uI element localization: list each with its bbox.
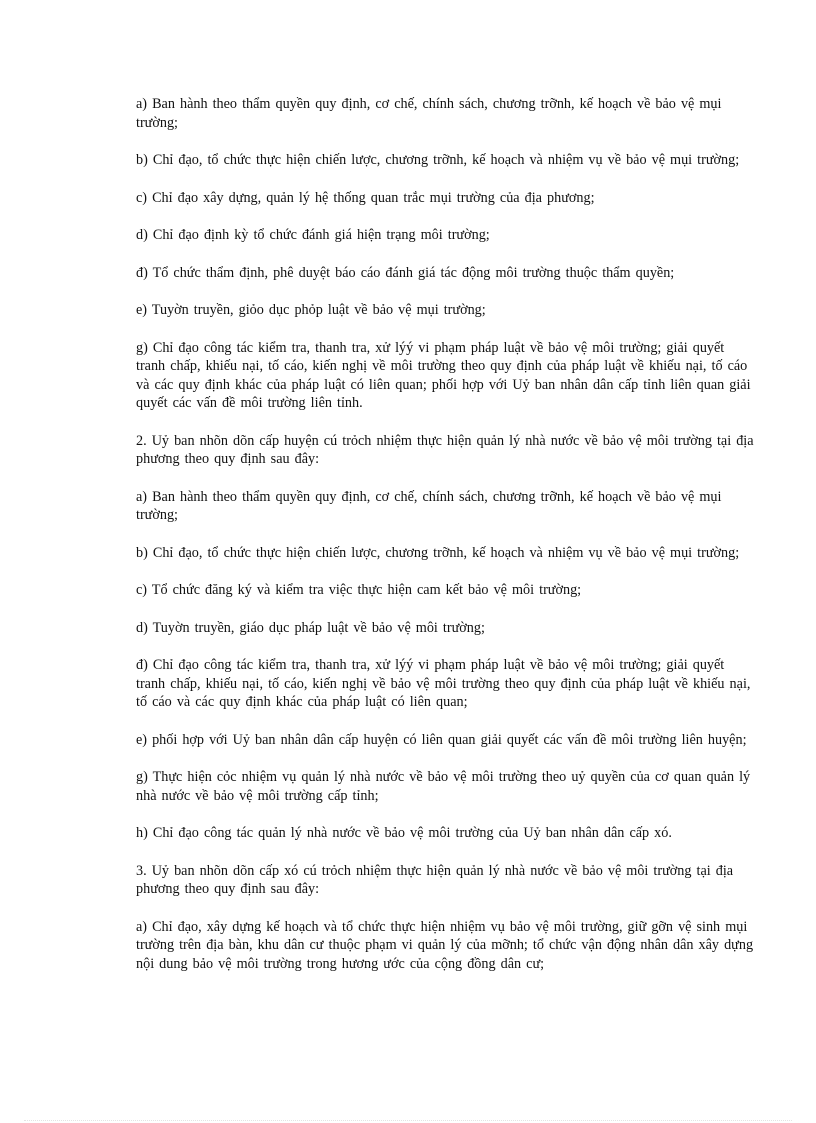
paragraph: b) Chỉ đạo, tổ chức thực hiện chiến lược, chương trỡnh, kế hoạch và nhiệm vụ về bảo vệ mụi trường; <box>136 152 740 168</box>
paragraph: đ) Tổ chức thẩm định, phê duyệt báo cáo đánh giá tác động môi trường thuộc thẩm quyền; <box>136 264 675 281</box>
paragraph: d) Chỉ đạo định kỳ tổ chức đánh giá hiện trạng môi trường; <box>136 227 490 243</box>
page-bottom-divider <box>24 1120 792 1121</box>
section-heading-paragraph: 2. Uỷ ban nhõn dõn cấp huyện cú trỏch nhiệm thực hiện quản lý nhà nước về bảo vệ môi trường tại địa phương theo quy định sau đây: <box>136 432 754 467</box>
section-heading-paragraph: 3. Uỷ ban nhõn dõn cấp xó cú trỏch nhiệm thực hiện quản lý nhà nước về bảo vệ môi trường tại địa phương theo quy định sau đây: <box>136 862 734 897</box>
paragraph: a) Ban hành theo thẩm quyền quy định, cơ chế, chính sách, chương trỡnh, kế hoạch về bảo vệ mụi trường; <box>136 96 722 131</box>
paragraph: a) Chỉ đạo, xây dựng kế hoạch và tổ chức thực hiện nhiệm vụ bảo vệ môi trường, giữ gỡn vệ sinh mụi trường trên địa bàn, khu dân cư thuộc phạm vi quản lý của mỡnh; tổ chức vận động nhân dân xây dựng nội dung bảo vệ môi trường trong hương ước của cộng đồng dân cư; <box>136 918 754 972</box>
paragraph: g) Chỉ đạo công tác kiểm tra, thanh tra, xử lýý vi phạm pháp luật về bảo vệ môi trường; giải quyết tranh chấp, khiếu nại, tố cáo, kiến nghị về môi trường theo quy định của pháp luật về khiếu nại, tố cáo và các quy định khác của pháp luật có liên quan; phối hợp với Uỷ ban nhân dân cấp tỉnh liên quan giải quyết các vấn đề môi trường liên tỉnh. <box>136 339 751 411</box>
paragraph: b) Chỉ đạo, tổ chức thực hiện chiến lược, chương trỡnh, kế hoạch và nhiệm vụ về bảo vệ mụi trường; <box>136 544 740 561</box>
paragraph: c) Chỉ đạo xây dựng, quản lý hệ thống quan trắc mụi trường của địa phương; <box>136 189 595 206</box>
paragraph: e) Tuyờn truyền, giỏo dục phỏp luật về bảo vệ mụi trường; <box>136 302 486 318</box>
paragraph: g) Thực hiện cỏc nhiệm vụ quản lý nhà nước về bảo vệ môi trường theo uỷ quyền của cơ quan quản lý nhà nước về bảo vệ môi trường cấp tỉnh; <box>136 769 751 804</box>
paragraph: c) Tổ chức đăng ký và kiểm tra việc thực hiện cam kết bảo vệ môi trường; <box>136 582 582 598</box>
paragraph: h) Chỉ đạo công tác quản lý nhà nước về bảo vệ môi trường của Uỷ ban nhân dân cấp xó. <box>136 825 672 841</box>
document-body <box>136 95 758 992</box>
paragraph: đ) Chỉ đạo công tác kiểm tra, thanh tra, xử lýý vi phạm pháp luật về bảo vệ môi trường; giải quyết tranh chấp, khiếu nại, tố cáo, kiến nghị về bảo vệ môi trường theo quy định của pháp luật về khiếu nại, tố cáo và các quy định khác của pháp luật có liên quan; <box>136 657 751 710</box>
paragraph: d) Tuyờn truyền, giáo dục pháp luật về bảo vệ môi trường; <box>136 619 485 636</box>
paragraph: a) Ban hành theo thẩm quyền quy định, cơ chế, chính sách, chương trỡnh, kế hoạch về bảo vệ mụi trường; <box>136 488 722 523</box>
paragraph: e) phối hợp với Uỷ ban nhân dân cấp huyện có liên quan giải quyết các vấn đề môi trường liên huyện; <box>136 731 747 748</box>
